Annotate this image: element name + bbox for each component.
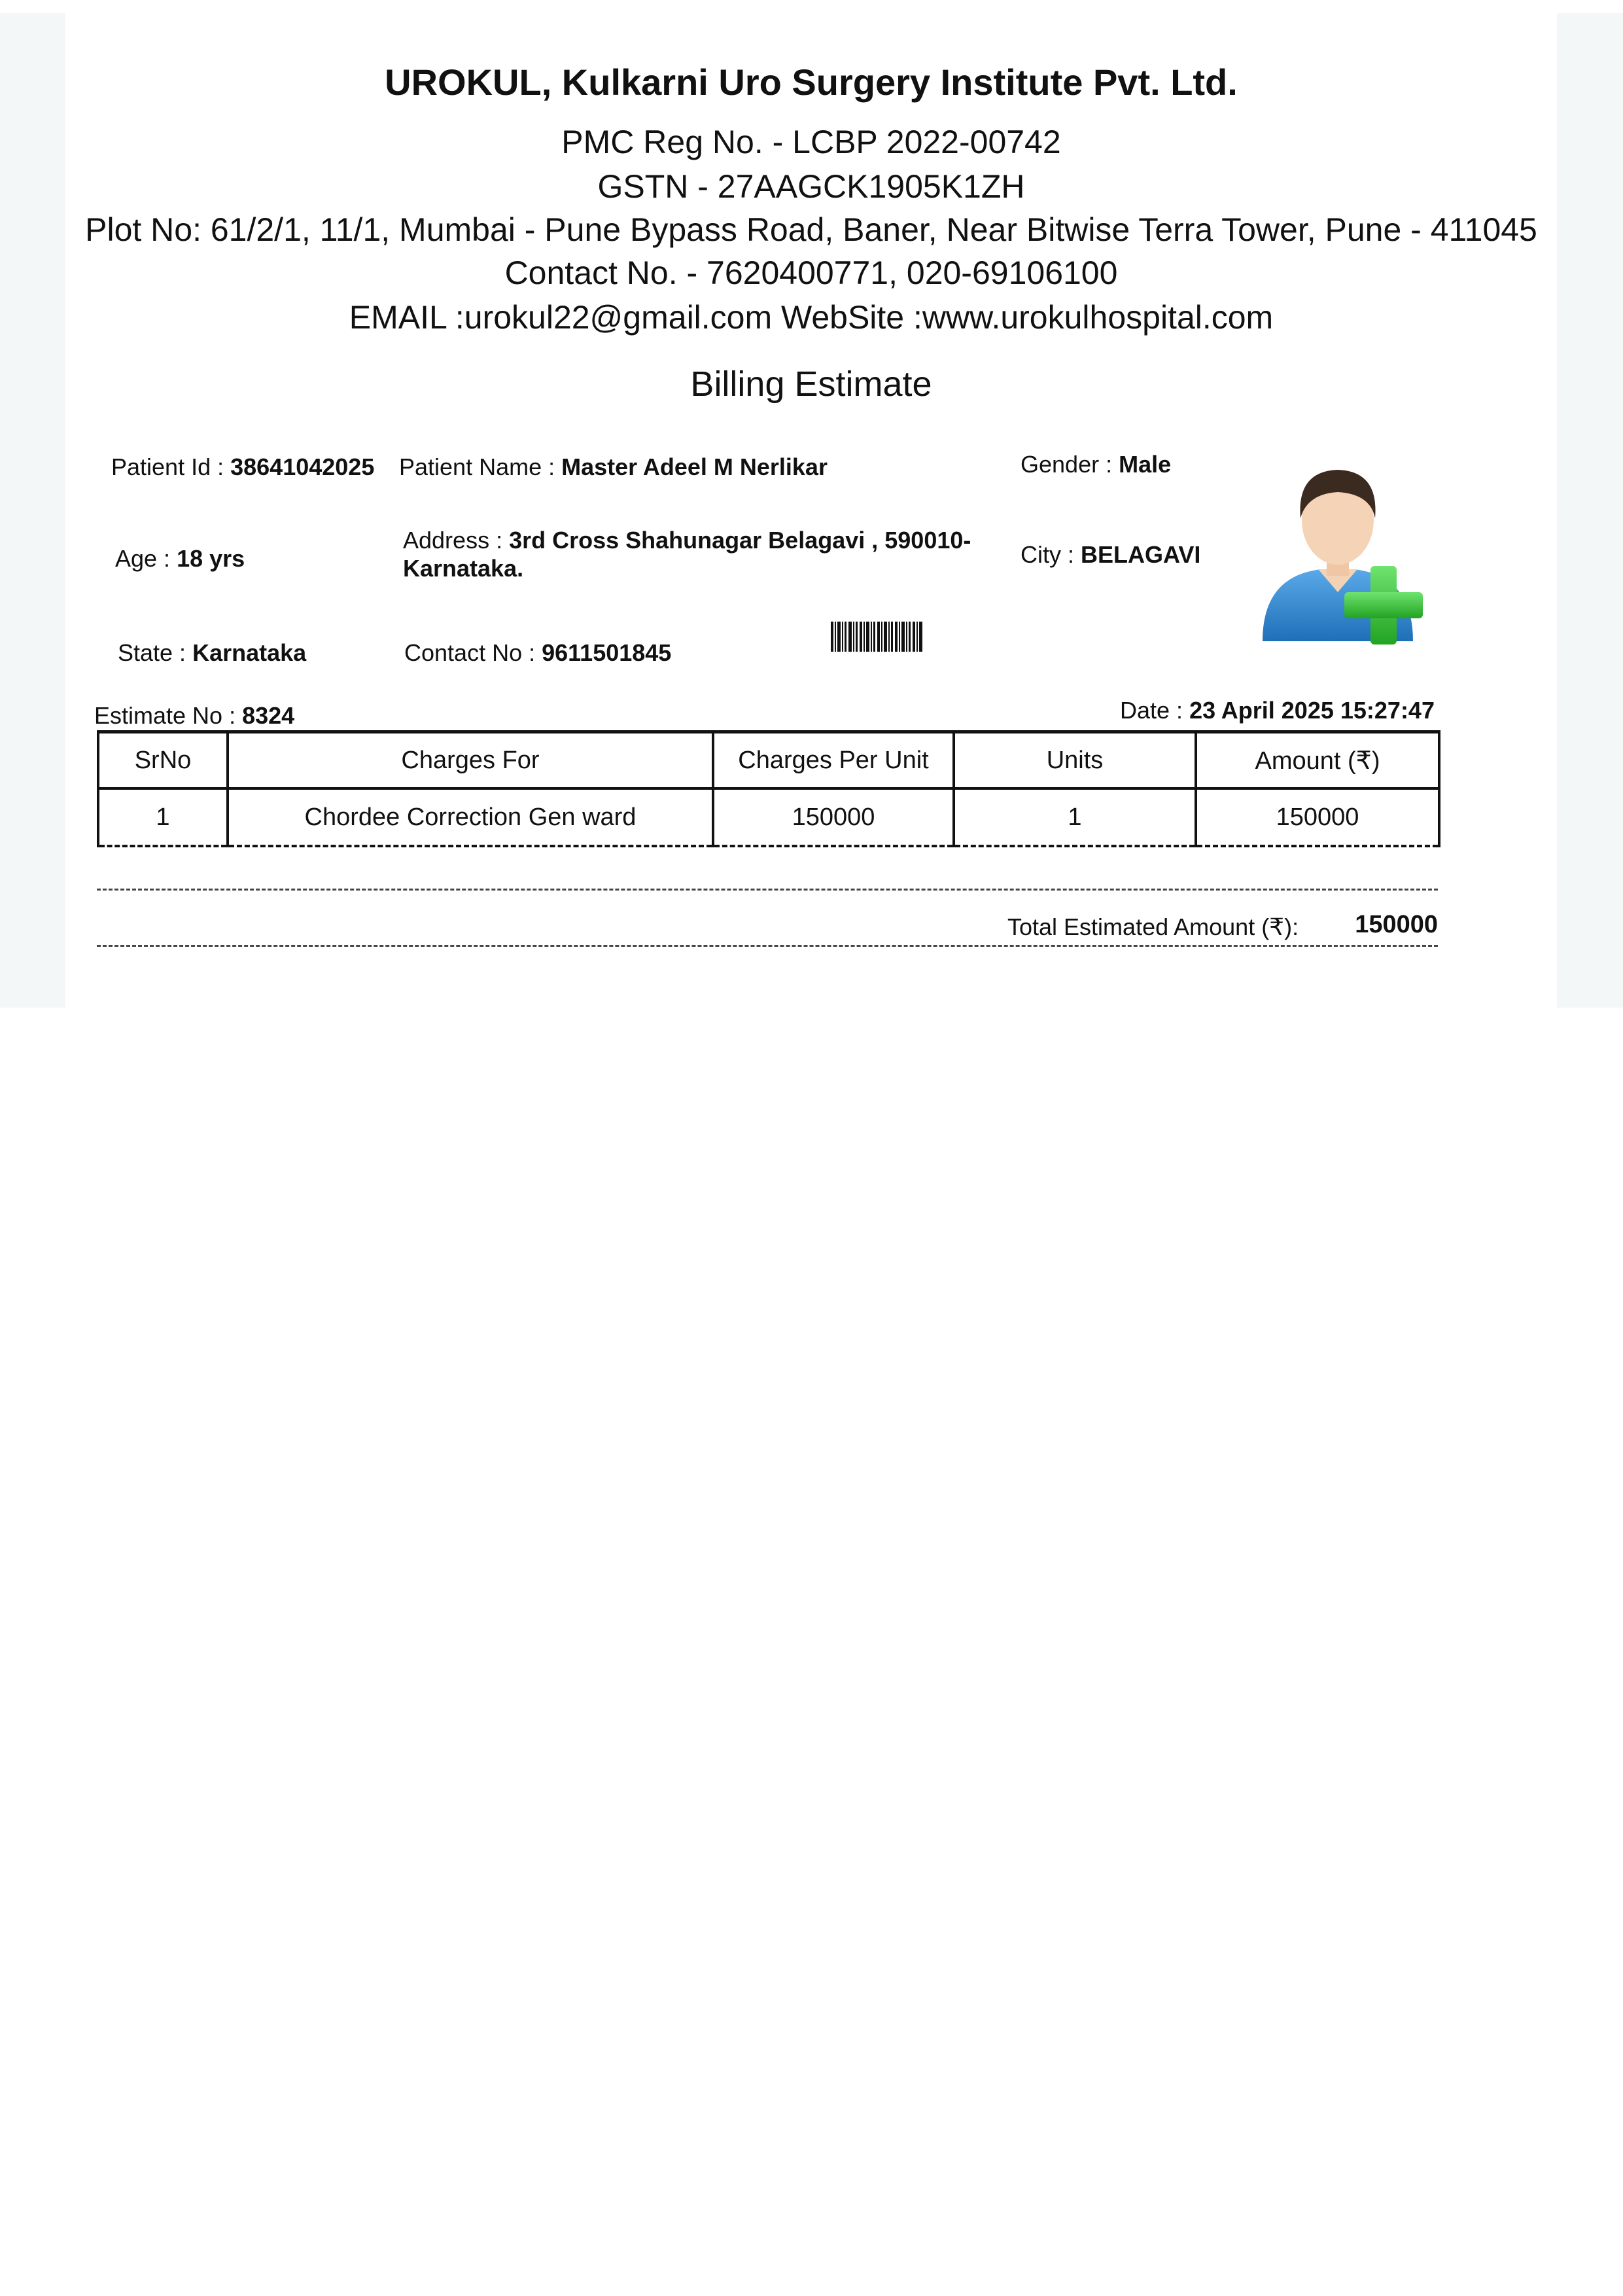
cell-charges-per-unit: 150000	[713, 788, 954, 846]
estimate-number-label: Estimate No :	[94, 702, 243, 729]
estimate-number-value: 8324	[242, 702, 295, 729]
hospital-name: UROKUL, Kulkarni Uro Surgery Institute Pvt. Ltd.	[385, 62, 1238, 103]
patient-address-line1: 3rd Cross Shahunagar Belagavi , 590010-	[509, 527, 971, 554]
patient-gender-value: Male	[1119, 451, 1172, 478]
patient-contact-value: 9611501845	[542, 639, 672, 666]
table-header-row	[98, 732, 1439, 789]
total-separator-bottom	[97, 945, 1438, 947]
column-header-amount: Amount (₹)	[1196, 732, 1439, 789]
hospital-email-website: EMAIL :urokul22@gmail.com WebSite :www.urokulhospital.com	[349, 299, 1274, 336]
patient-id-value: 38641042025	[230, 453, 375, 480]
document-title: Billing Estimate	[690, 364, 932, 404]
patient-state-value: Karnataka	[192, 639, 307, 666]
column-header-units: Units	[954, 732, 1196, 789]
cell-charges-for: Chordee Correction Gen ward	[228, 788, 713, 846]
patient-name	[399, 453, 828, 481]
patient-address	[403, 526, 971, 582]
patient-gender-label: Gender :	[1021, 451, 1119, 478]
gstn-number: GSTN - 27AAGCK1905K1ZH	[597, 168, 1025, 205]
patient-name-label: Patient Name :	[399, 453, 562, 480]
patient-age	[115, 544, 245, 573]
total-estimated-label: Total Estimated Amount (₹):	[1007, 913, 1299, 940]
charges-table	[97, 730, 1440, 847]
patient-gender	[1021, 450, 1171, 478]
estimate-date-value: 23 April 2025 15:27:47	[1189, 697, 1435, 724]
billing-estimate-sheet	[65, 13, 1557, 1008]
patient-state-label: State :	[118, 639, 193, 666]
patient-address-line2: Karnataka.	[403, 555, 524, 582]
patient-id-label: Patient Id :	[111, 453, 231, 480]
patient-name-value: Master Adeel M Nerlikar	[561, 453, 828, 480]
patient-id	[111, 453, 374, 481]
hospital-address: Plot No: 61/2/1, 11/1, Mumbai - Pune Bypass Road, Baner, Near Bitwise Terra Tower, Pune - 411045	[85, 211, 1537, 248]
patient-age-value: 18 yrs	[177, 545, 245, 572]
hospital-contact: Contact No. - 7620400771, 020-69106100	[504, 255, 1118, 291]
cell-srno: 1	[98, 788, 228, 846]
pmc-registration: PMC Reg No. - LCBP 2022-00742	[561, 124, 1061, 160]
column-header-charges-for: Charges For	[228, 732, 713, 789]
patient-add-icon	[1249, 458, 1439, 654]
estimate-number	[94, 701, 294, 730]
table-row	[98, 788, 1439, 846]
patient-contact-label: Contact No :	[404, 639, 542, 666]
column-header-charges-per-unit: Charges Per Unit	[713, 732, 954, 789]
patient-address-label: Address :	[403, 527, 510, 554]
column-header-srno: SrNo	[98, 732, 228, 789]
patient-city-value: BELAGAVI	[1081, 541, 1201, 568]
cell-units: 1	[954, 788, 1196, 846]
patient-city	[1021, 540, 1200, 569]
estimate-date	[1120, 696, 1435, 724]
patient-state	[118, 639, 306, 667]
patient-contact	[404, 639, 671, 667]
barcode-icon	[831, 622, 922, 652]
patient-age-label: Age :	[115, 545, 177, 572]
total-estimated-value: 150000	[1355, 911, 1438, 938]
total-separator-top	[97, 889, 1438, 891]
patient-city-label: City :	[1021, 541, 1081, 568]
estimate-date-label: Date :	[1120, 697, 1190, 724]
cell-amount: 150000	[1196, 788, 1439, 846]
